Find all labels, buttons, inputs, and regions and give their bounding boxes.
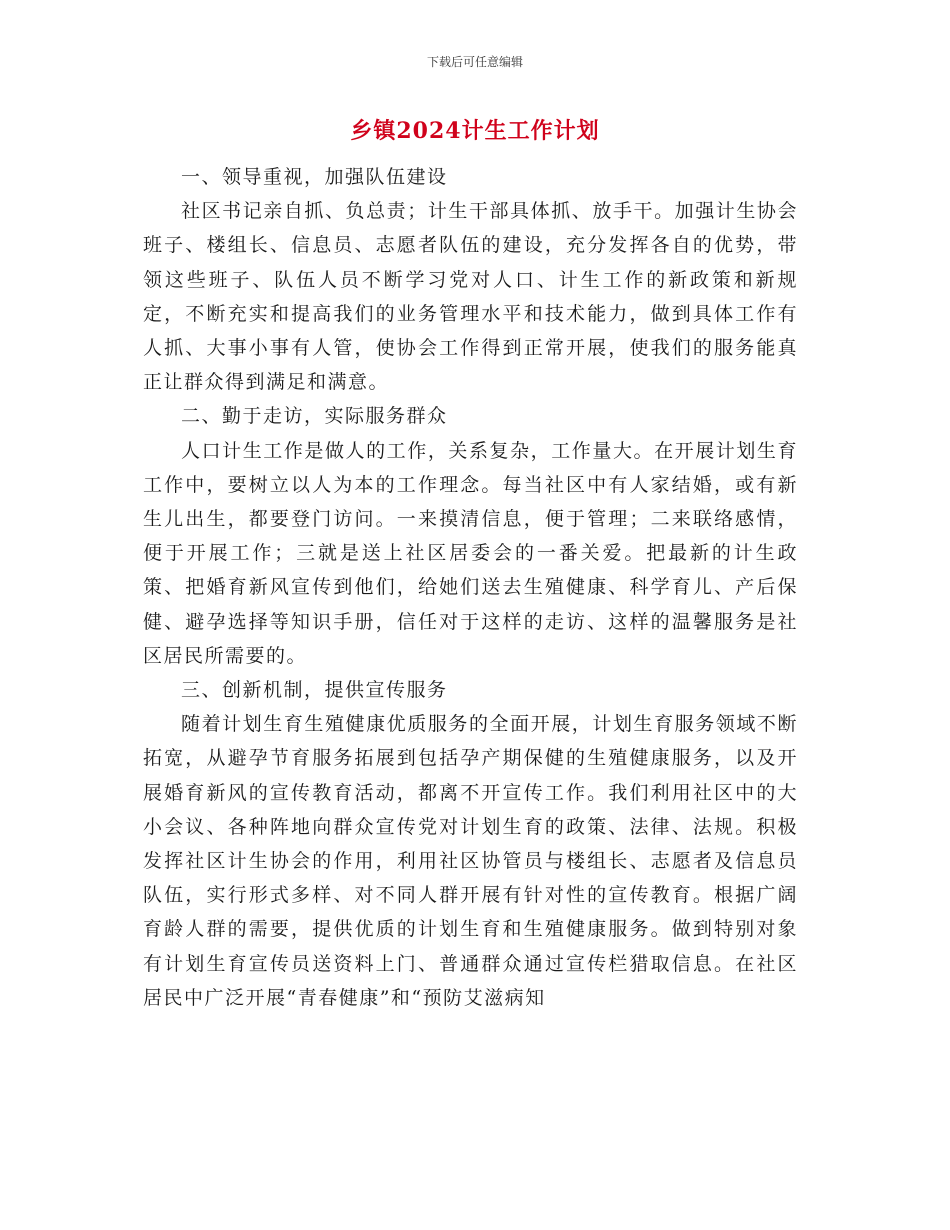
document-body — [143, 160, 798, 1015]
section-heading-1: 一、领导重视，加强队伍建设 — [181, 166, 448, 188]
paragraph-1: 社区书记亲自抓、负总责；计生干部具体抓、放手干。加强计生协会班子、楼组长、信息员、志愿者队伍的建设，充分发挥各自的优势，带领这些班子、队伍人员不断学习党对人口、计生工作的新政策和新规定，不断充实和提高我们的业务管理水平和技术能力，做到具体工作有人抓、大事小事有人管，使协会工作得到正常开展，使我们的服务能真正让群众得到满足和满意。 — [143, 200, 798, 394]
paragraph-3: 随着计划生育生殖健康优质服务的全面开展，计划生育服务领域不断拓宽，从避孕节育服务拓展到包括孕产期保健的生殖健康服务，以及开展婚育新风的宣传教育活动，都离不开宣传工作。我们利用社区中的大小会议、各种阵地向群众宣传党对计划生育的政策、法律、法规。积极发挥社区计生协会的作用，利用社区协管员与楼组长、志愿者及信息员队伍，实行形式多样、对不同人群开展有针对性的宣传教育。根据广阔育龄人群的需要，提供优质的计划生育和生殖健康服务。做到特别对象有计划生育宣传员送资料上门、普通群众通过宣传栏猎取信息。在社区居民中广泛开展“青春健康”和“预防艾滋病知 — [143, 713, 798, 1009]
paragraph-2: 人口计生工作是做人的工作，关系复杂，工作量大。在开展计划生育工作中，要树立以人为本的工作理念。每当社区中有人家结婚，或有新生儿出生，都要登门访问。一来摸清信息，便于管理；二来联络感情，便于开展工作；三就是送上社区居委会的一番关爱。把最新的计生政策、把婚育新风宣传到他们，给她们送去生殖健康、科学育儿、产后保健、避孕选择等知识手册，信任对于这样的走访、这样的温馨服务是社区居民所需要的。 — [143, 439, 798, 667]
document-title: 乡镇2024计生工作计划 — [350, 118, 600, 144]
section-heading-3: 三、创新机制，提供宣传服务 — [181, 679, 448, 702]
section-heading-2: 二、勤于走访，实际服务群众 — [181, 405, 448, 428]
header-note: 下载后可任意编辑 — [426, 55, 523, 69]
